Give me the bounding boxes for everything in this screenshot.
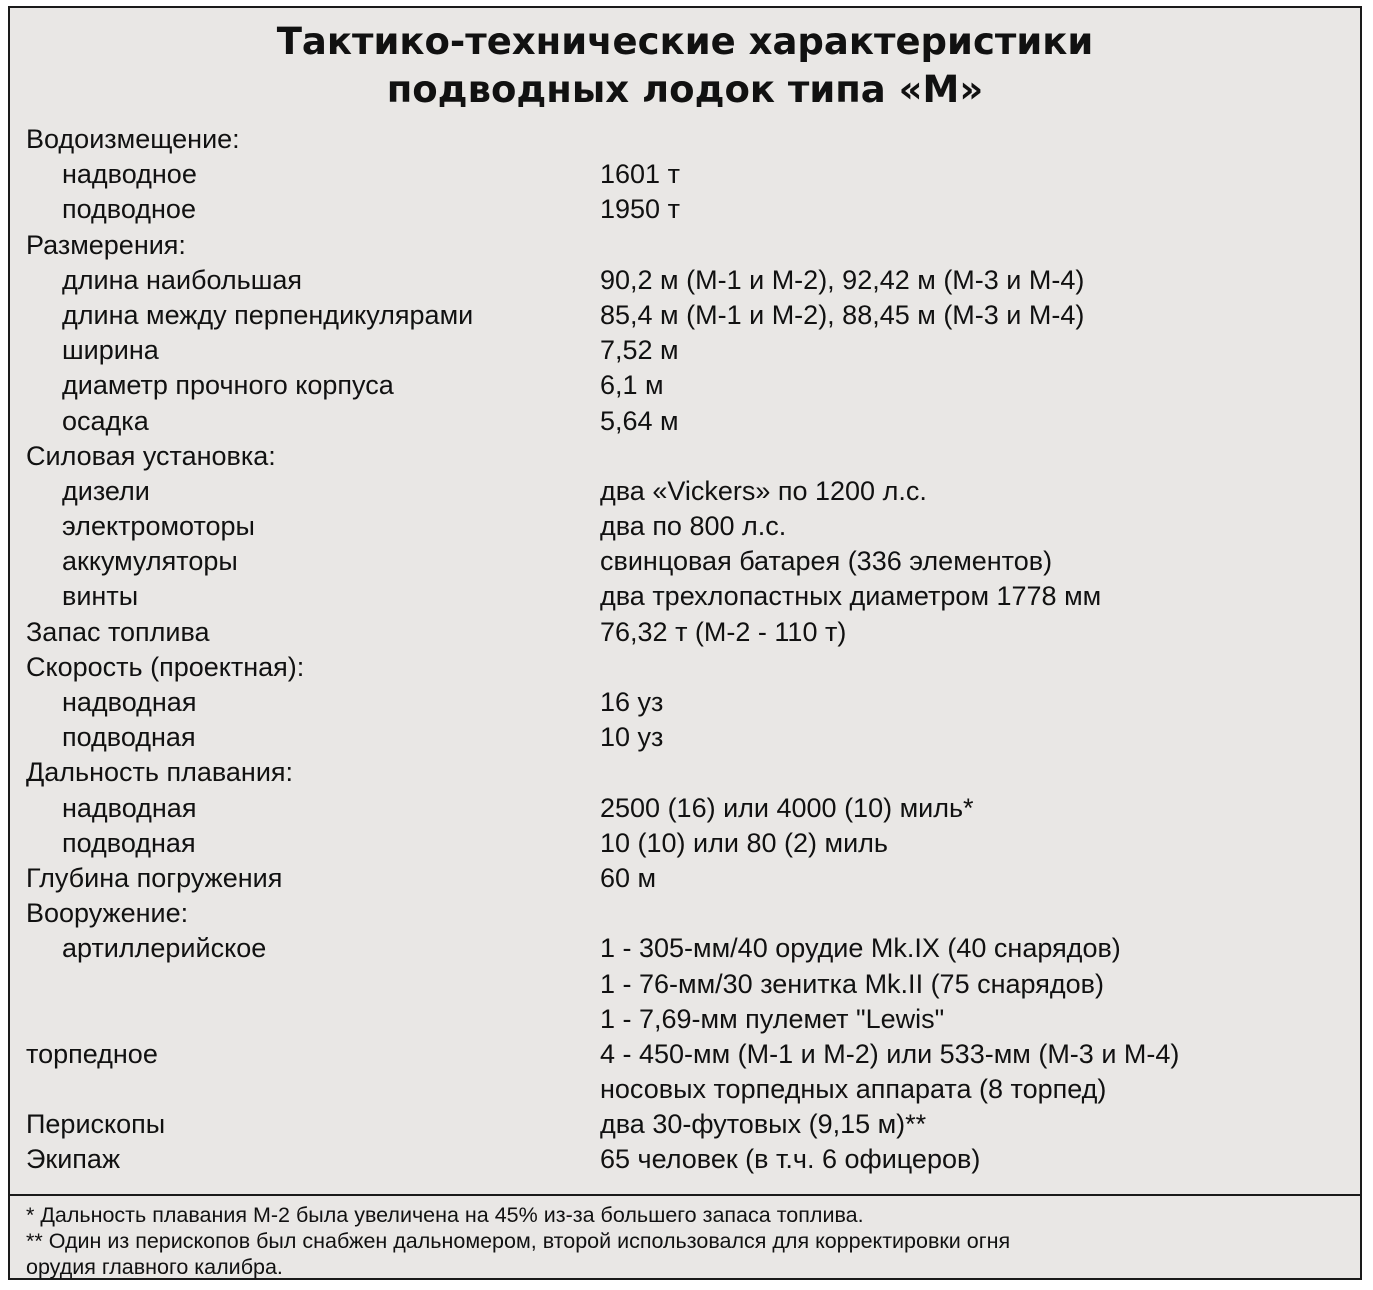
spec-row bbox=[26, 791, 1356, 826]
spec-label: торпедное bbox=[26, 1038, 158, 1069]
footnote-1: * Дальность плавания М-2 была увеличена на 45% из-за большего запаса топлива. bbox=[26, 1203, 864, 1227]
spec-row bbox=[26, 720, 1356, 755]
spec-value: носовых торпедных аппарата (8 торпед) bbox=[600, 1074, 1107, 1105]
spec-value: 90,2 м (М-1 и М-2), 92,42 м (М-3 и М-4) bbox=[600, 264, 1085, 295]
footnote-2-line-2: орудия главного калибра. bbox=[26, 1255, 283, 1279]
spec-label: аккумуляторы bbox=[62, 546, 238, 577]
spec-label: подводное bbox=[62, 194, 196, 225]
spec-label: Экипаж bbox=[26, 1144, 120, 1175]
spec-value: 85,4 м (М-1 и М-2), 88,45 м (М-3 и М-4) bbox=[600, 299, 1085, 330]
spec-row bbox=[26, 967, 1356, 1002]
footnote-2-line-1: ** Один из перископов был снабжен дальномером, второй использовался для корректировки огня bbox=[26, 1229, 1011, 1253]
spec-label: электромоторы bbox=[62, 511, 255, 542]
spec-label: длина между перпендикулярами bbox=[62, 299, 474, 330]
spec-value: два 30-футовых (9,15 м)** bbox=[600, 1109, 927, 1140]
footnote-divider bbox=[10, 1194, 1360, 1196]
spec-row bbox=[26, 122, 1356, 157]
spec-row bbox=[26, 368, 1356, 403]
spec-row bbox=[26, 861, 1356, 896]
spec-row bbox=[26, 263, 1356, 298]
spec-row bbox=[26, 896, 1356, 931]
spec-row bbox=[26, 228, 1356, 263]
spec-label: надводная bbox=[62, 687, 197, 717]
spec-label: Перископы bbox=[26, 1109, 166, 1140]
spec-value: 60 м bbox=[600, 862, 657, 893]
spec-table-frame bbox=[8, 6, 1362, 1280]
spec-value: 65 человек (в т.ч. 6 офицеров) bbox=[600, 1144, 981, 1175]
spec-row bbox=[26, 1142, 1356, 1177]
spec-label: артиллерийское bbox=[62, 933, 267, 964]
spec-label: подводная bbox=[62, 827, 196, 858]
spec-row bbox=[26, 1072, 1356, 1107]
spec-row bbox=[26, 1002, 1356, 1037]
spec-row bbox=[26, 298, 1356, 333]
spec-value: два по 800 л.с. bbox=[600, 511, 787, 542]
spec-value: 10 (10) или 80 (2) миль bbox=[600, 827, 888, 858]
spec-label: осадка bbox=[62, 405, 149, 436]
spec-row bbox=[26, 544, 1356, 579]
spec-row bbox=[26, 404, 1356, 439]
spec-value: 1 - 305-мм/40 орудие Mk.IX (40 снарядов) bbox=[600, 933, 1121, 964]
page-title bbox=[10, 18, 1360, 114]
spec-value: 1601 т bbox=[600, 159, 680, 190]
spec-value: 4 - 450-мм (М-1 и М-2) или 533-мм (М-3 и М-4) bbox=[600, 1038, 1180, 1069]
spec-row bbox=[26, 333, 1356, 368]
spec-value: 7,52 м bbox=[600, 335, 679, 366]
spec-list bbox=[26, 122, 1356, 1178]
spec-row bbox=[26, 1037, 1356, 1072]
spec-label: Водоизмещение: bbox=[26, 124, 240, 154]
spec-label: Дальность плавания: bbox=[26, 757, 294, 788]
spec-value: 1 - 7,69-мм пулемет "Lewis" bbox=[600, 1003, 945, 1034]
spec-label: диаметр прочного корпуса bbox=[62, 370, 394, 401]
spec-row bbox=[26, 826, 1356, 861]
spec-row bbox=[26, 579, 1356, 614]
spec-label: подводная bbox=[62, 722, 196, 753]
spec-row bbox=[26, 755, 1356, 790]
spec-value: 2500 (16) или 4000 (10) миль* bbox=[600, 792, 974, 823]
title-line-1: Тактико-технические характеристики bbox=[276, 20, 1094, 63]
spec-value: свинцовая батарея (336 элементов) bbox=[600, 546, 1053, 577]
spec-value: два трехлопастных диаметром 1778 мм bbox=[600, 581, 1102, 612]
spec-row bbox=[26, 509, 1356, 544]
spec-value: 1 - 76-мм/30 зенитка Mk.II (75 снарядов) bbox=[600, 968, 1104, 999]
spec-label: Силовая установка: bbox=[26, 440, 276, 471]
spec-row bbox=[26, 685, 1356, 720]
spec-label: дизели bbox=[62, 475, 150, 506]
spec-row bbox=[26, 931, 1356, 966]
spec-row bbox=[26, 1107, 1356, 1142]
spec-label: Запас топлива bbox=[26, 616, 210, 647]
spec-row bbox=[26, 192, 1356, 227]
spec-row bbox=[26, 474, 1356, 509]
spec-label: ширина bbox=[62, 335, 159, 366]
spec-row bbox=[26, 157, 1356, 192]
spec-row bbox=[26, 439, 1356, 474]
spec-value: 76,32 т (М-2 - 110 т) bbox=[600, 616, 847, 647]
spec-label: Вооружение: bbox=[26, 898, 189, 929]
spec-label: длина наибольшая bbox=[62, 264, 303, 295]
spec-label: Глубина погружения bbox=[26, 862, 283, 893]
title-line-2: подводных лодок типа «М» bbox=[386, 68, 984, 111]
spec-value: 6,1 м bbox=[600, 370, 664, 401]
spec-value: 1950 т bbox=[600, 194, 680, 225]
footnotes bbox=[26, 1202, 1356, 1280]
spec-value: 5,64 м bbox=[600, 405, 679, 436]
spec-label: винты bbox=[62, 581, 139, 612]
spec-label: надводная bbox=[62, 792, 197, 823]
spec-row bbox=[26, 615, 1356, 650]
spec-label: Скорость (проектная): bbox=[26, 651, 305, 682]
spec-label: надводное bbox=[62, 159, 197, 190]
spec-label: Размерения: bbox=[26, 229, 186, 260]
spec-value: два «Vickers» по 1200 л.с. bbox=[600, 475, 927, 506]
spec-row bbox=[26, 650, 1356, 685]
spec-value: 10 уз bbox=[600, 722, 664, 753]
spec-value: 16 уз bbox=[600, 687, 664, 717]
